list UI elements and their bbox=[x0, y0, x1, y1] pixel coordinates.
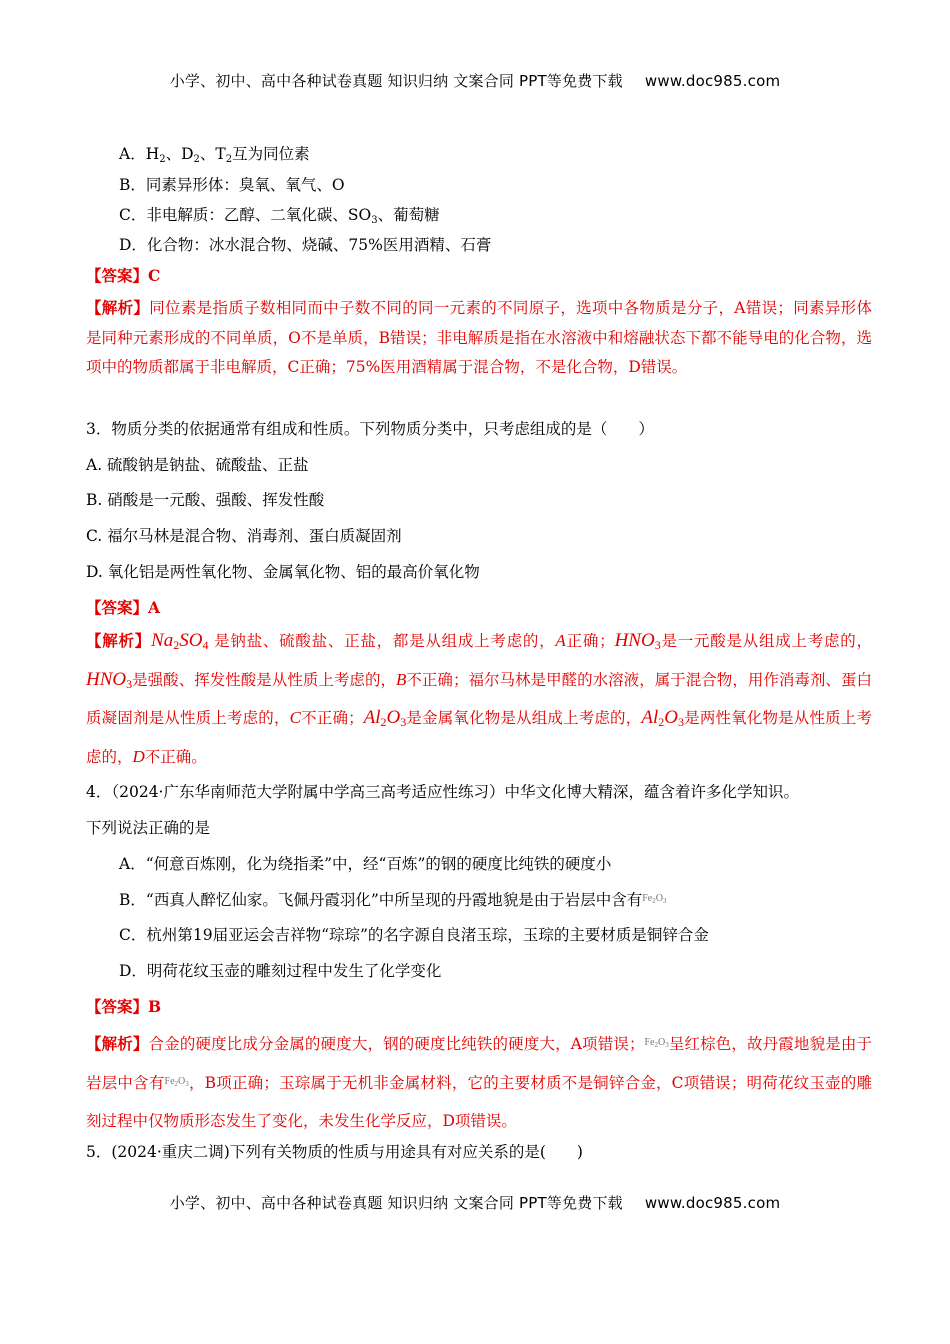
formula-hno3: $HNO_3$ bbox=[86, 668, 133, 691]
footer-text: 小学、初中、高中各种试卷真题 知识归纳 文案合同 PPT等免费下载 bbox=[169, 1194, 623, 1212]
page-footer bbox=[0, 1192, 950, 1213]
q3-option-a: A. 硫酸钠是钠盐、硫酸盐、正盐 bbox=[86, 456, 309, 474]
q4-answer: 【答案】B bbox=[86, 997, 162, 1016]
q3-option-b: B. 硝酸是一元酸、强酸、挥发性酸 bbox=[86, 491, 325, 509]
q3-analysis: 【解析】$Na_2SO_4$ 是钠盐、硫酸盐、正盐，都是从组成上考虑的，A正确；$HNO_3$是一元酸是从组成上考虑的，$HNO_3$是强酸、挥发性酸是从性质上考虑的，B不正确；福尔马林是甲醛的水溶液，属于混合物，用作消毒剂、蛋白质凝固剂是从性质上考虑的，C不正确；$Al_2O_3$是金属氧化物是从组成上考虑的，$Al_2O_3$是两性氧化物是从性质上考虑的，D不正确。 bbox=[86, 630, 872, 766]
formula-fe2o3-small: Fe2O3 bbox=[164, 1076, 189, 1088]
formula-hno3: $HNO_3$ bbox=[614, 630, 661, 652]
formula-al2o3: $Al_2O_3$ bbox=[641, 707, 684, 729]
q4-stem-line2: 下列说法正确的是 bbox=[86, 819, 211, 837]
q5-stem: 5．(2024·重庆二调)下列有关物质的性质与用途具有对应关系的是( ) bbox=[86, 1143, 583, 1161]
q4-option-a: A．“何意百炼刚，化为绕指柔”中，经“百炼”的钢的硬度比纯铁的硬度小 bbox=[119, 855, 612, 873]
q4-option-b: B．“西真人醉忆仙家。飞佩丹霞羽化”中所呈现的丹霞地貌是由于岩层中含有$^{Fe_2O_3}$ bbox=[119, 891, 667, 909]
formula-al2o3: $Al_2O_3$ bbox=[363, 707, 407, 729]
q4-analysis: 【解析】合金的硬度比成分金属的硬度大，钢的硬度比纯铁的硬度大，A项错误；$^{Fe_2O_3}$呈红棕色，故丹霞地貌是由于岩层中含有$^{Fe_2O_3}$，B项正确；玉琮属于无机非金属材料，它的主要材质不是铜锌合金，C项错误；明荷花纹玉壶的雕刻过程中仅物质形态发生了变化，未发生化学反应，D项错误。 bbox=[86, 1034, 872, 1130]
formula-fe2o3-small: Fe2O3 bbox=[644, 1037, 669, 1049]
q2-option-b: B．同素异形体：臭氧、氧气、O bbox=[119, 176, 345, 194]
q4-option-c: C．杭州第19届亚运会吉祥物“琮琮”的名字源自良渚玉琮，玉琮的主要材质是铜锌合金 bbox=[119, 926, 709, 944]
page-header bbox=[0, 70, 950, 91]
q3-stem: 3．物质分类的依据通常有组成和性质。下列物质分类中，只考虑组成的是（ ） bbox=[86, 420, 654, 438]
q4-stem-line1: 4．（2024·广东华南师范大学附属中学高三高考适应性练习）中华文化博大精深，蕴含着许多化学知识。 bbox=[86, 783, 799, 801]
q2-option-d: D．化合物：冰水混合物、烧碱、75%医用酒精、石膏 bbox=[119, 236, 492, 254]
q3-option-d: D. 氧化铝是两性氧化物、金属氧化物、铝的最高价氧化物 bbox=[86, 563, 480, 581]
q2-analysis: 【解析】同位素是指质子数相同而中子数不同的同一元素的不同原子，选项中各物质是分子，A错误；同素异形体是同种元素形成的不同单质，O不是单质，B错误；非电解质是指在水溶液中和熔融状态下都不能导电的化合物，选项中的物质都属于非电解质，C正确；75%医用酒精属于混合物，不是化合物，D错误。 bbox=[86, 298, 872, 376]
q2-option-a: A．$H_2$、$D_2$、$T_2$互为同位素 bbox=[119, 145, 310, 165]
q3-answer: 【答案】A bbox=[86, 598, 161, 617]
formula-na2so4: $Na_2SO_4$ bbox=[151, 630, 209, 652]
footer-site[interactable]: www.doc985.com bbox=[644, 1194, 781, 1212]
formula-fe2o3-small: Fe2O3 bbox=[642, 893, 667, 905]
q4-option-d: D．明荷花纹玉壶的雕刻过程中发生了化学变化 bbox=[119, 962, 442, 980]
q3-option-c: C. 福尔马林是混合物、消毒剂、蛋白质凝固剂 bbox=[86, 527, 402, 545]
header-text: 小学、初中、高中各种试卷真题 知识归纳 文案合同 PPT等免费下载 bbox=[169, 72, 623, 90]
q2-option-c: C．非电解质：乙醇、二氧化碳、$SO_3$、葡萄糖 bbox=[119, 206, 440, 226]
header-site[interactable]: www.doc985.com bbox=[644, 72, 781, 90]
q2-answer: 【答案】C bbox=[86, 266, 161, 285]
